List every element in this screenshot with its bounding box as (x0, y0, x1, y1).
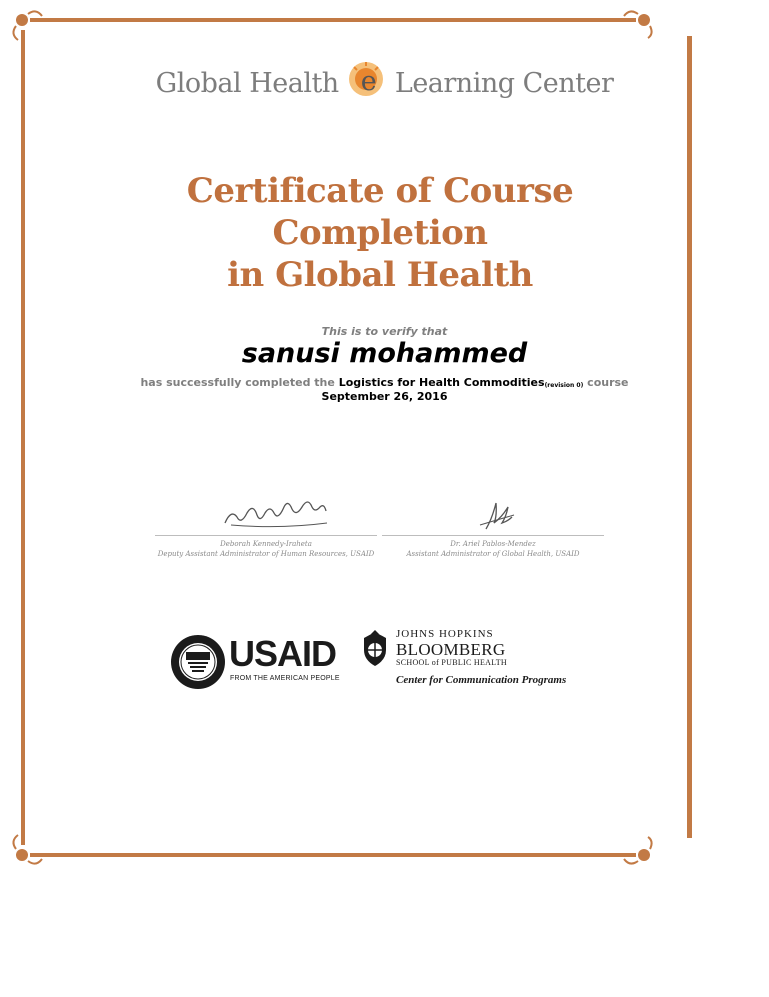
completion-suffix: course (587, 376, 629, 389)
signature-line-left (155, 535, 377, 536)
right-border-bar (687, 36, 692, 838)
jh-line-4: Center for Communication Programs (396, 674, 567, 686)
signature-left-image (155, 495, 377, 535)
signature-left-name: Deborah Kennedy-Iraheta (220, 540, 312, 548)
jh-line-3: SCHOOL of PUBLIC HEALTH (396, 658, 507, 667)
completion-prefix: has successfully completed the (140, 376, 335, 389)
course-revision: (revision 0) (544, 382, 584, 389)
jh-line-2: BLOOMBERG (396, 640, 506, 659)
completion-date: September 26, 2016 (321, 390, 448, 403)
signature-right-title: Assistant Administrator of Global Health, USAID (406, 550, 580, 558)
brand-e-letter: e (360, 66, 377, 97)
signature-block-right (382, 495, 604, 558)
jh-line-1: JOHNS HOPKINS (396, 628, 494, 640)
signature-block-left (155, 495, 377, 558)
title-line-1: Certificate of Course Completion (186, 171, 574, 253)
usaid-us: US (229, 633, 278, 674)
johns-hopkins-shield-icon (362, 630, 388, 668)
title-line-2: in Global Health (227, 255, 533, 295)
usaid-aid: AID (277, 633, 337, 674)
signature-line-right (382, 535, 604, 536)
usaid-tagline: FROM THE AMERICAN PEOPLE (230, 675, 340, 682)
brand-left-text: Global Health (155, 68, 339, 99)
brand-right-text: Learning Center (394, 68, 614, 99)
usaid-wordmark (229, 633, 337, 674)
course-name: Logistics for Health Commodities (338, 376, 545, 389)
recipient-name: sanusi mohammed (241, 338, 528, 369)
signature-left-title: Deputy Assistant Administrator of Human Resources, USAID (157, 550, 375, 558)
certificate-title (90, 170, 670, 296)
brand-header (0, 60, 769, 99)
signature-right-name: Dr. Ariel Pablos-Mendez (450, 540, 536, 548)
sun-logo-icon (349, 60, 387, 98)
signature-right-image (382, 495, 604, 535)
verify-text: This is to verify that (321, 325, 448, 338)
usaid-seal-icon (170, 634, 226, 690)
completion-statement (0, 376, 769, 389)
